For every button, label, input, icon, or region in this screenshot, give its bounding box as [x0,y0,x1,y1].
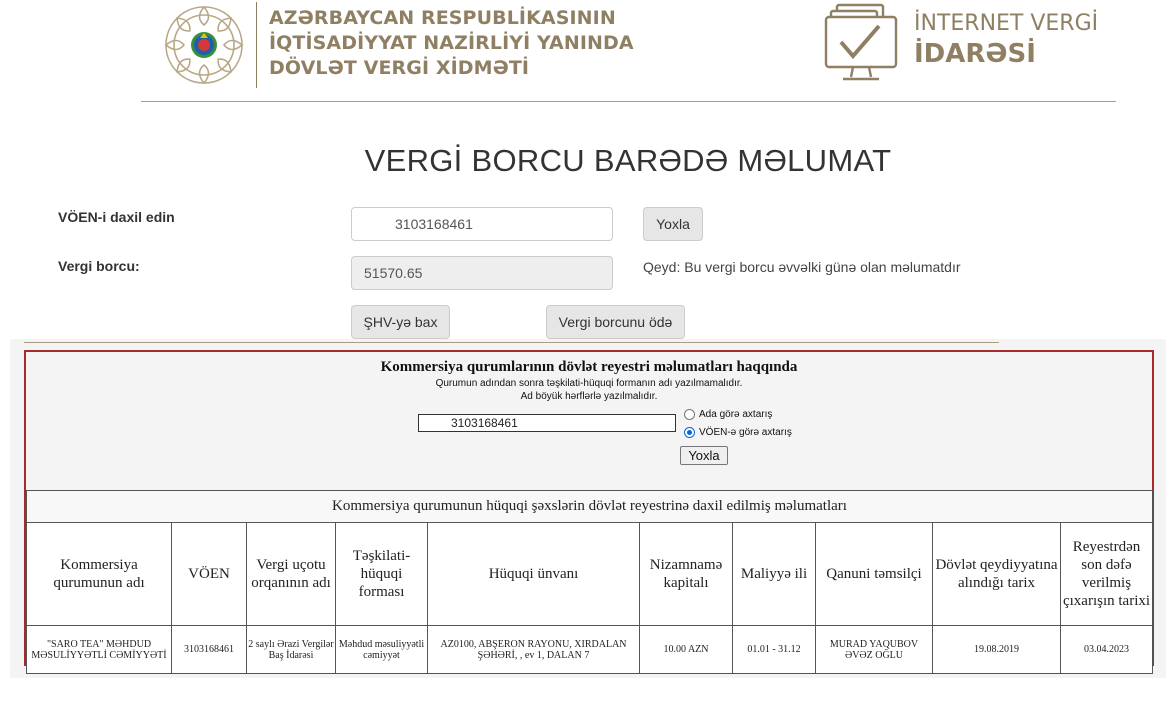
state-emblem-logo [160,2,248,88]
organization-name [269,6,634,81]
header-divider [256,2,257,88]
column-header: Reyestrdən son dəfə verilmiş çıxarışın tarixi [1061,523,1153,626]
column-header: Vergi uçotu orqanının adı [247,523,336,626]
voen-input[interactable]: 3103168461 [351,207,613,241]
debt-amount-field: 51570.65 [351,256,613,290]
registry-note-1: Qurumun adından sonra təşkilati-hüquqi formanın adı yazılmamalıdır. [435,378,743,389]
cell-registration-date: 19.08.2019 [933,626,1061,674]
registry-note-2: Ad böyük hərflərlə yazılmalıdır. [520,391,658,402]
registry-table [26,490,1153,674]
ivi-line-2: İDARƏSİ [914,39,1036,69]
column-header: Kommersiya qurumunun adı [27,523,172,626]
radio-voen-circle[interactable] [684,427,695,438]
org-line-2: İQTİSADİYYAT NAZİRLİYİ YANINDA [269,32,634,54]
org-line-1: AZƏRBAYCAN RESPUBLİKASININ [269,7,616,29]
column-header: Maliyyə ili [733,523,816,626]
registry-panel [24,350,1154,666]
ivi-line-1: İNTERNET VERGİ [914,11,1099,36]
cell-tax-authority: 2 saylı Ərazi Vergilər Baş İdarəsi [247,626,336,674]
cell-charter-capital: 10.00 AZN [640,626,733,674]
column-header: Qanuni təmsilçi [816,523,933,626]
radio-search-by-name[interactable] [684,409,772,420]
voen-label: VÖEN-i daxil edin [58,209,175,225]
table-row [27,626,1153,674]
column-header: VÖEN [172,523,247,626]
header-rule [141,101,1116,102]
internet-tax-office-name [914,10,1098,70]
cell-extract-date: 03.04.2023 [1061,626,1153,674]
internet-tax-office-icon [823,2,899,84]
radio-voen-label: VÖEN-ə görə axtarış [699,427,792,438]
cell-legal-representative: MURAD YAQUBOV ƏVƏZ OĞLU [816,626,933,674]
column-header: Təşkilati-hüquqi forması [336,523,428,626]
check-button[interactable]: Yoxla [643,207,703,241]
debt-note: Qeyd: Bu vergi borcu əvvəlki günə olan məlumatdır [643,259,961,275]
radio-name-label: Ada görə axtarış [699,409,773,420]
cell-legal-address: AZ0100, ABŞERON RAYONU, XIRDALAN ŞƏHƏRİ, , ev 1, DALAN 7 [428,626,640,674]
column-header: Nizamnamə kapitalı [640,523,733,626]
column-header: Hüquqi ünvanı [428,523,640,626]
table-caption: Kommersiya qurumunun hüquqi şəxslərin dövlət reyestrinə daxil edilmiş məlumatları [27,491,1153,523]
org-line-3: DÖVLƏT VERGİ XİDMƏTİ [269,57,530,79]
shv-button[interactable]: ŞHV-yə bax [351,305,450,339]
radio-search-by-voen[interactable] [684,427,792,438]
column-header: Dövlət qeydiyyatına alındığı tarix [933,523,1061,626]
cell-fiscal-year: 01.01 - 31.12 [733,626,816,674]
registry-title: Kommersiya qurumlarının dövlət reyestri məlumatları haqqında [380,359,798,375]
radio-name-circle[interactable] [684,409,695,420]
cell-company-name: "SARO TEA" MƏHDUD MƏSULİYYƏTLİ CƏMİYYƏTİ [27,626,172,674]
pay-debt-button[interactable]: Vergi borcunu ödə [546,305,685,339]
form-rule [24,342,999,343]
registry-check-button[interactable]: Yoxla [680,446,728,465]
cell-legal-form: Məhdud məsuliyyətli cəmiyyət [336,626,428,674]
cell-voen: 3103168461 [172,626,247,674]
debt-label: Vergi borcu: [58,258,140,274]
registry-search-input[interactable]: 3103168461 [418,414,676,432]
page-title: VERGİ BORCU BARƏDƏ MƏLUMAT [364,143,892,178]
